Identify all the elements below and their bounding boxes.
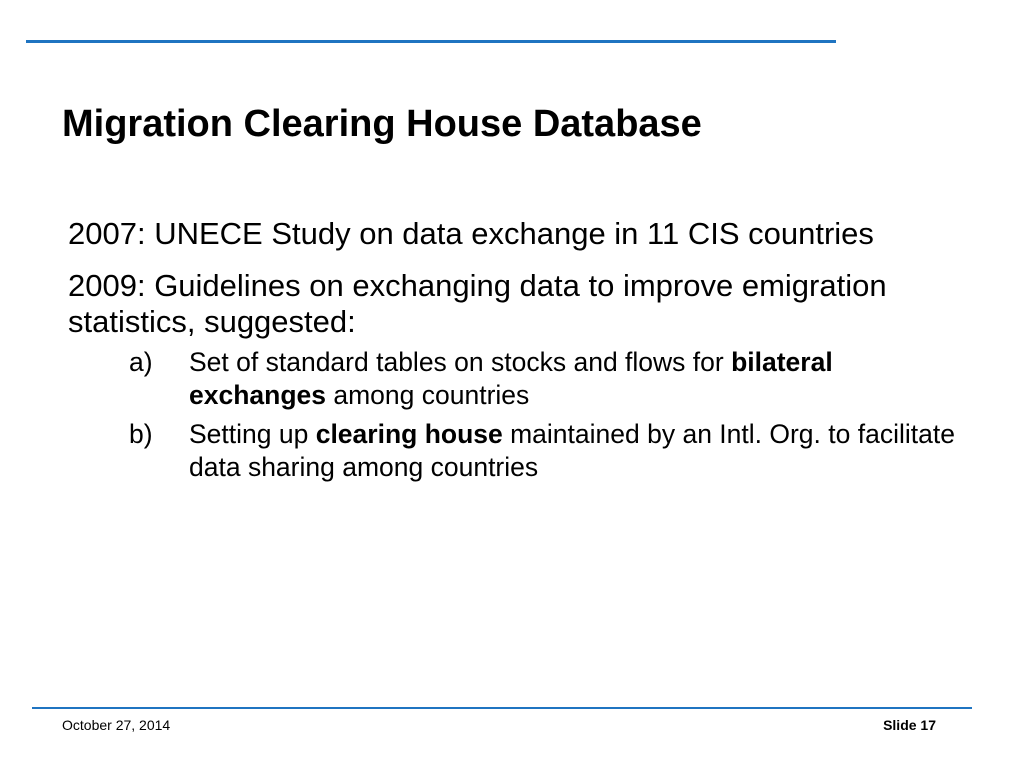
suggestions-list	[68, 346, 968, 484]
item-text: maintained by an Intl. Org. to facilitate data sharing among countries	[189, 419, 955, 482]
list-marker: b)	[129, 419, 153, 449]
paragraph-2007: 2007: UNECE Study on data exchange in 11 CIS countries	[68, 216, 874, 251]
item-bold-text: bilateral exchanges	[189, 347, 833, 410]
top-rule	[26, 40, 836, 43]
footer-date: October 27, 2014	[62, 717, 171, 733]
list-marker: a)	[129, 347, 153, 377]
slide-number: Slide 17	[883, 717, 936, 733]
item-bold-text: clearing house	[315, 419, 503, 449]
slide-title: Migration Clearing House Database	[62, 103, 702, 145]
bottom-rule	[32, 707, 972, 709]
item-text: among countries	[326, 380, 530, 410]
item-text: Set of standard tables on stocks and flows for	[189, 347, 732, 377]
list-item	[68, 346, 968, 412]
slide-body	[68, 216, 968, 484]
list-item	[68, 418, 968, 484]
paragraph-2009: 2009: Guidelines on exchanging data to improve emigration statistics, suggested:	[68, 268, 887, 339]
item-text: Setting up	[189, 419, 316, 449]
